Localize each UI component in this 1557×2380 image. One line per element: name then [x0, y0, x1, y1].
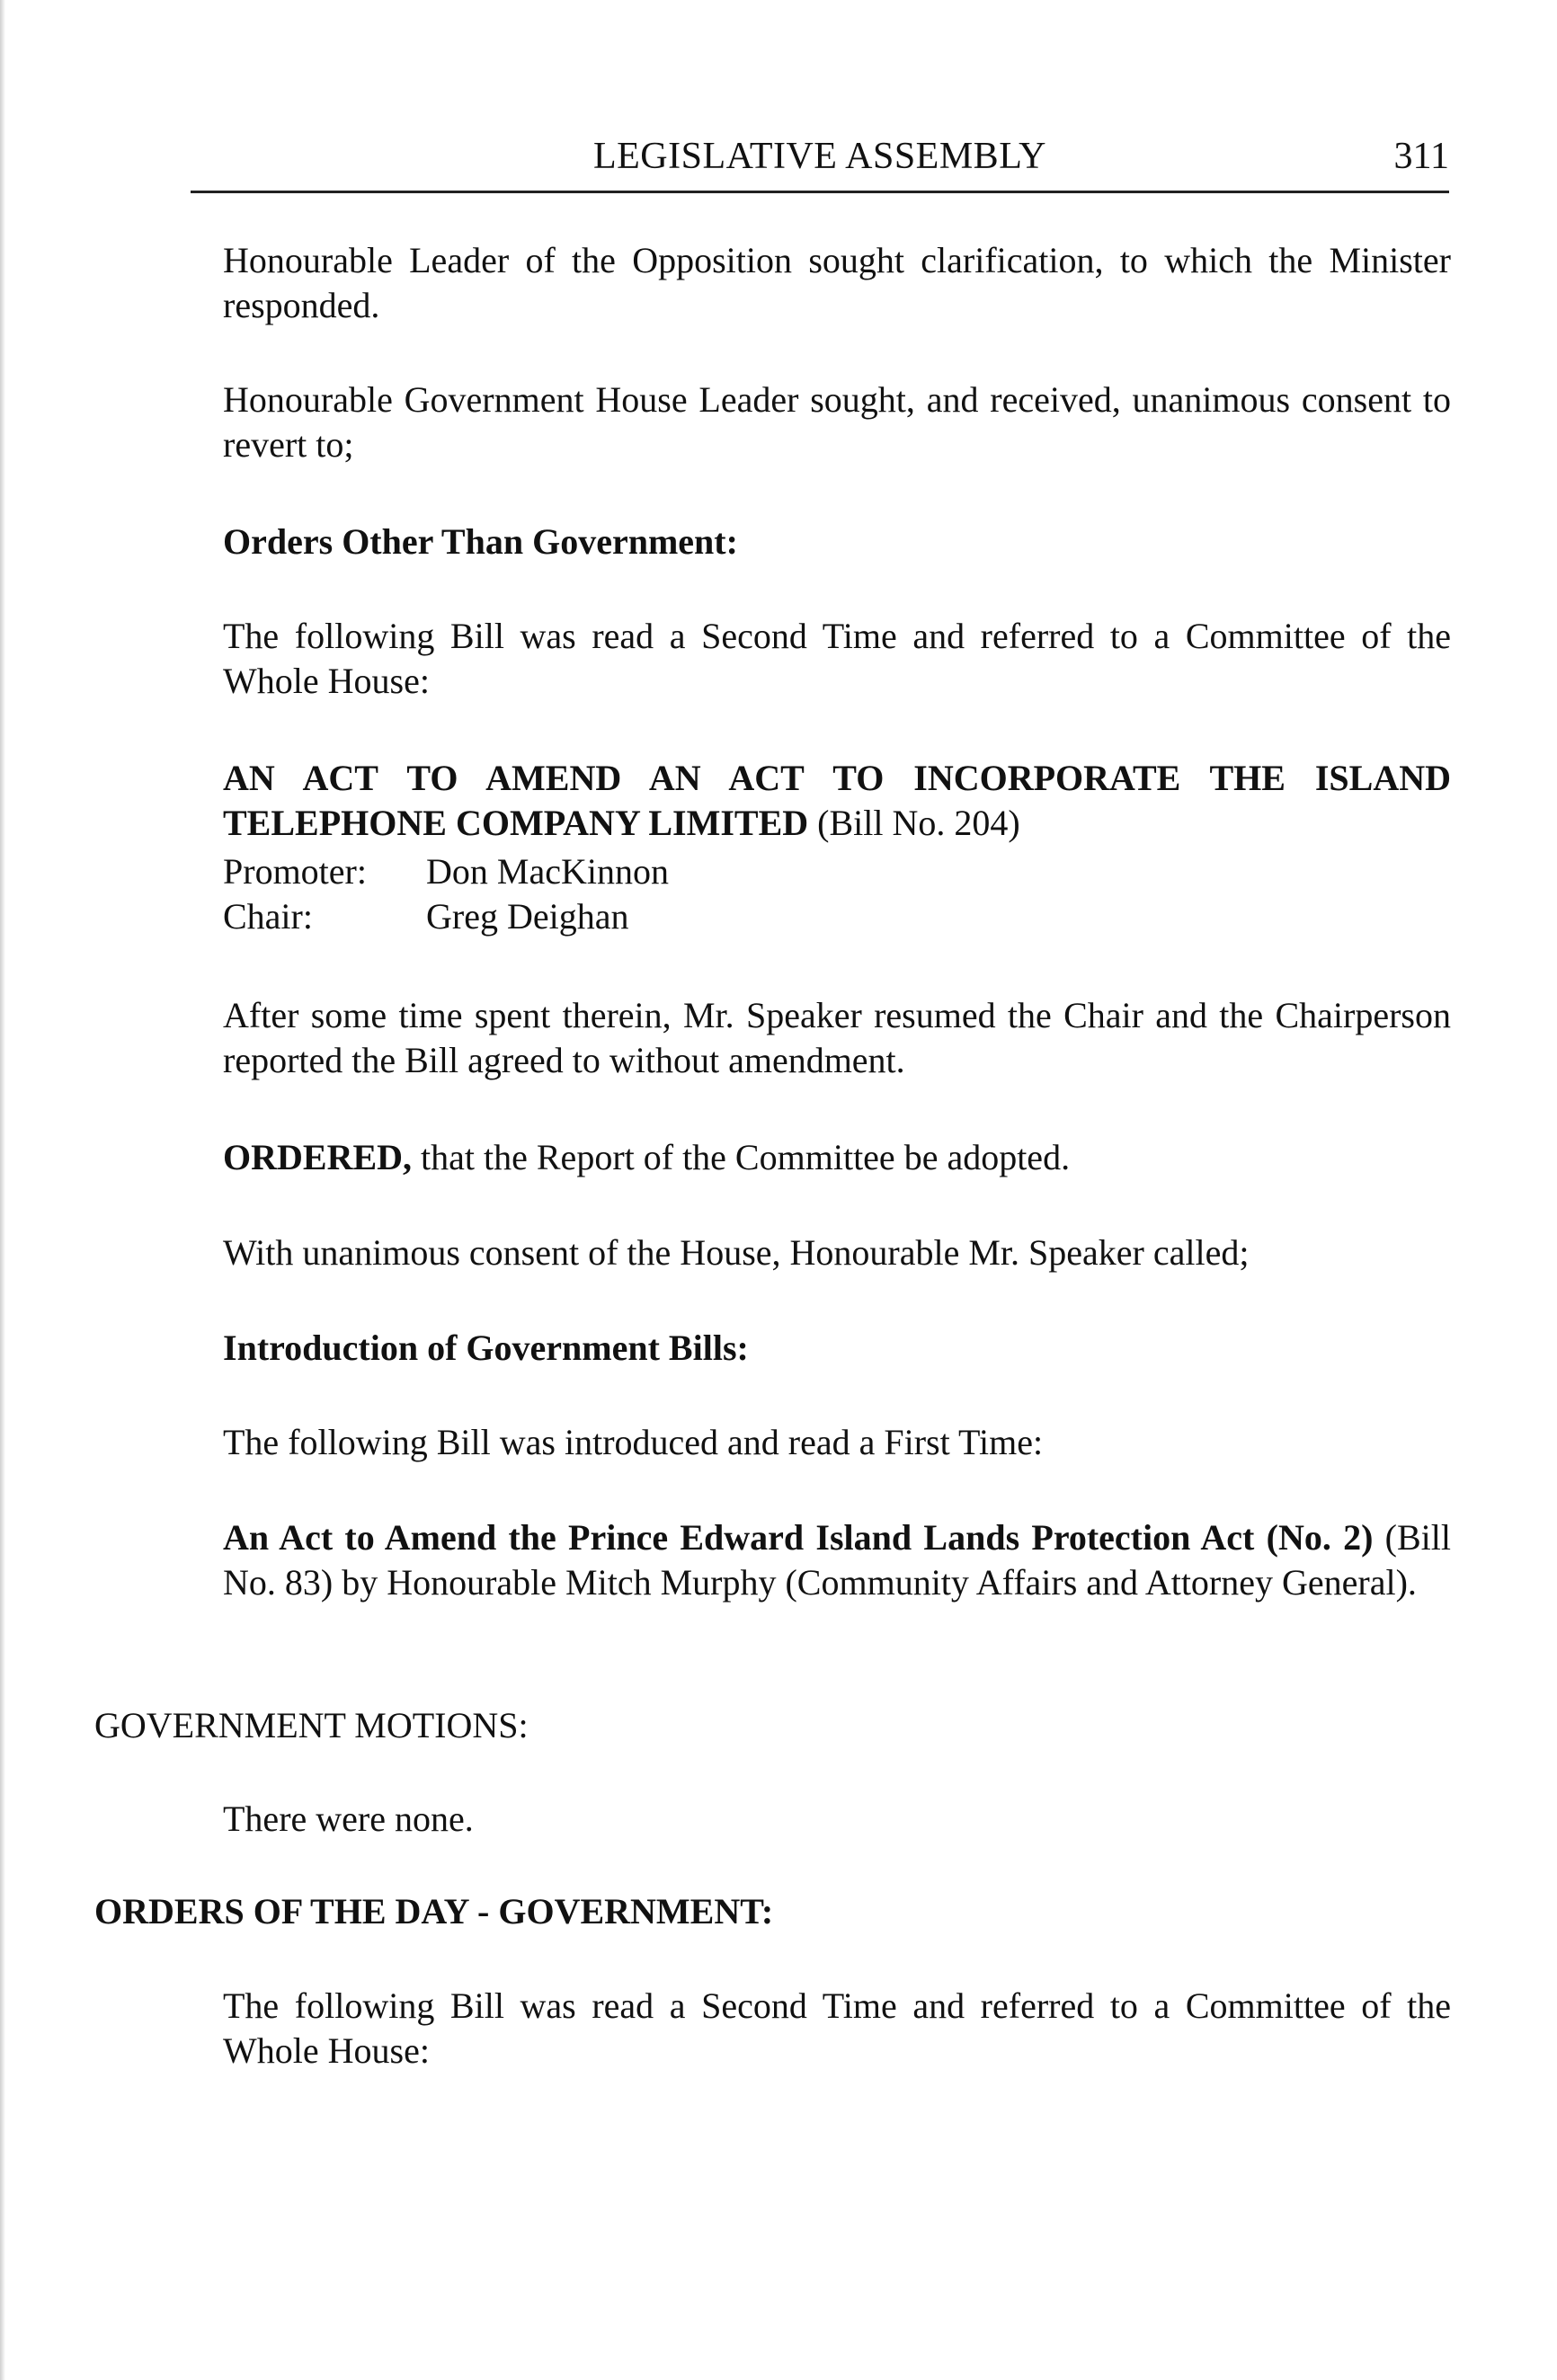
paragraph-second-reading-1: The following Bill was read a Second Time and referred to a Committee of the Whole House:: [223, 616, 1451, 701]
promoter-name: Don MacKinnon: [426, 851, 669, 892]
ordered-label: ORDERED,: [223, 1137, 413, 1177]
bill-204-title: [223, 756, 1451, 846]
paragraph-opposition-clarification: Honourable Leader of the Opposition sought clarification, to which the Minister responded.: [223, 240, 1451, 325]
paragraph-second-reading-2: The following Bill was read a Second Time and referred to a Committee of the Whole House:: [223, 1985, 1451, 2071]
paragraph-ordered: [223, 1135, 1451, 1180]
promoter-row: [223, 849, 1451, 894]
page-header: [191, 135, 1449, 189]
paragraph-committee-report: After some time spent therein, Mr. Speaker resumed the Chair and the Chairperson reported the Bill agreed to without amendment.: [223, 995, 1451, 1080]
heading-government-motions: GOVERNMENT MOTIONS:: [94, 1705, 529, 1745]
bill-204-roles: [223, 849, 1451, 939]
bill-83-entry: [223, 1515, 1451, 1605]
paragraph-first-reading: The following Bill was introduced and read a First Time:: [223, 1422, 1044, 1462]
header-title: LEGISLATIVE ASSEMBLY: [593, 136, 1046, 177]
bill-204-number: (Bill No. 204): [808, 803, 1020, 843]
heading-introduction-of-government-bills: Introduction of Government Bills:: [223, 1328, 749, 1368]
chair-label: Chair:: [223, 896, 313, 937]
chair-row: [223, 894, 1451, 939]
header-rule: [191, 191, 1449, 193]
bill-204-name: AN ACT TO AMEND AN ACT TO INCORPORATE THE ISLAND TELEPHONE COMPANY LIMITED: [223, 758, 1451, 843]
paragraph-house-leader-consent: Honourable Government House Leader sought, and received, unanimous consent to revert to;: [223, 379, 1451, 465]
ordered-text: that the Report of the Committee be adopted.: [412, 1137, 1071, 1177]
bill-83-title: An Act to Amend the Prince Edward Island Lands Protection Act (No. 2): [223, 1517, 1374, 1558]
promoter-label: Promoter:: [223, 851, 367, 892]
heading-orders-other-than-government: Orders Other Than Government:: [223, 521, 738, 562]
bill-83-detail: (Bill No. 83) by Honourable Mitch Murphy (Community Affairs and Attorney General).: [223, 1517, 1451, 1603]
scan-edge-shadow: [0, 0, 5, 2380]
paragraph-none: There were none.: [223, 1798, 474, 1839]
chair-name: Greg Deighan: [426, 896, 629, 937]
heading-orders-of-the-day: ORDERS OF THE DAY - GOVERNMENT:: [94, 1891, 774, 1932]
page-number: 311: [1393, 136, 1449, 177]
paragraph-unanimous-consent: With unanimous consent of the House, Honourable Mr. Speaker called;: [223, 1232, 1250, 1273]
